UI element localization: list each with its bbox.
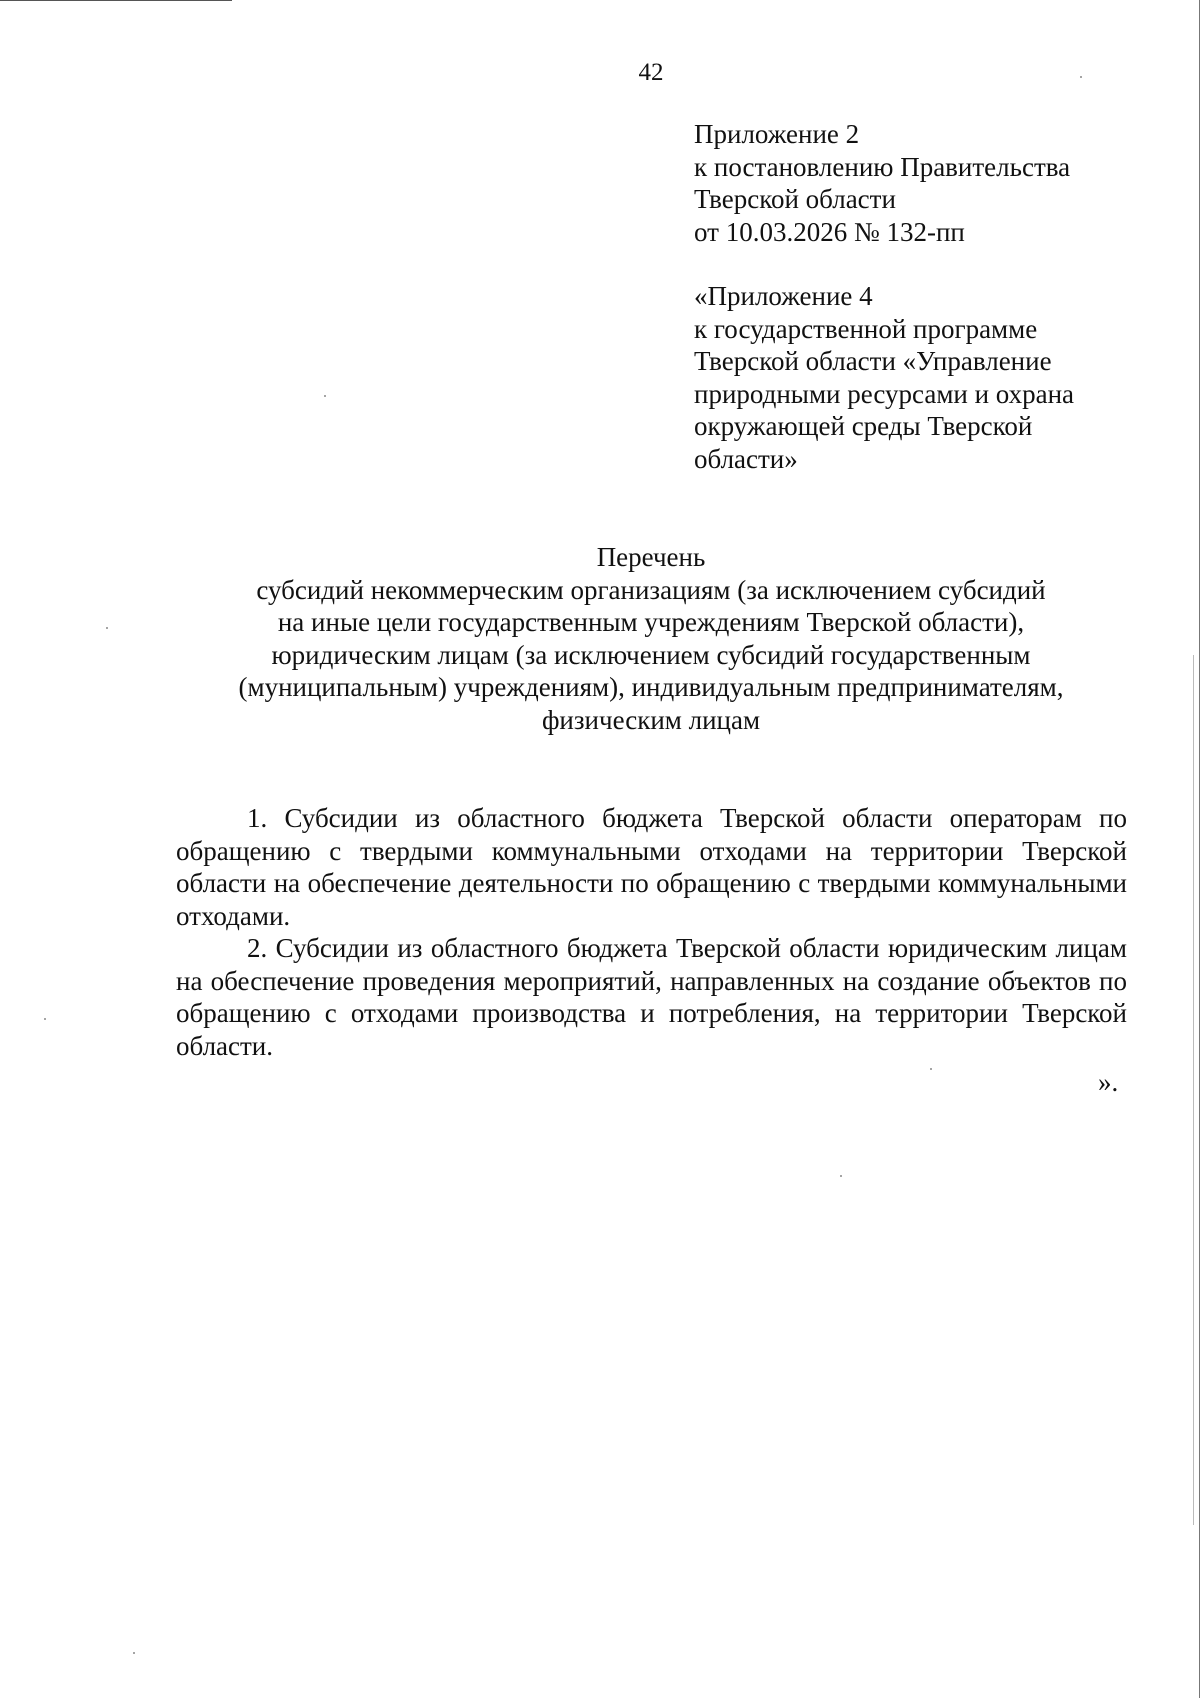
document-body <box>176 802 1127 1062</box>
scan-speck <box>324 395 326 397</box>
scan-speck <box>840 1175 842 1177</box>
appendix-line: Тверской области «Управление <box>694 346 1052 376</box>
scan-edge-top <box>0 0 232 1</box>
scan-speck <box>1080 76 1082 78</box>
heading-line: субсидий некоммерческим организациям (за исключением субсидий <box>256 574 1046 605</box>
heading-line: юридическим лицам (за исключением субсидий государственным <box>271 639 1031 670</box>
appendix-line: «Приложение 4 <box>694 281 873 311</box>
approval-block <box>694 118 1070 248</box>
document-heading <box>0 541 1200 736</box>
appendix-line: природными ресурсами и охрана <box>694 378 1075 409</box>
scan-speck <box>44 1018 46 1020</box>
approval-line: Тверской области <box>694 184 896 214</box>
appendix-line: области» <box>694 443 798 474</box>
scan-speck <box>930 1068 932 1070</box>
appendix-line: окружающей среды Тверской <box>694 411 1033 441</box>
scan-edge-shadow <box>1193 655 1194 1525</box>
scan-speck <box>133 1652 135 1654</box>
appendix-block <box>694 280 1074 475</box>
heading-line: (муниципальным) учреждениям), индивидуальным предпринимателям, <box>238 672 1064 702</box>
approval-line: Приложение 2 <box>694 119 860 149</box>
heading-line: на иные цели государственным учреждениям Тверской области), <box>277 607 1025 637</box>
heading-line: физическим лицам <box>541 704 761 735</box>
approval-line: от 10.03.2026 № 132-пп <box>694 216 965 247</box>
appendix-line: к государственной программе <box>694 313 1038 344</box>
scan-speck <box>106 627 108 629</box>
closing-quote-mark: ». <box>1098 1067 1119 1097</box>
paragraph-1: 1. Субсидии из областного бюджета Тверской области операторам по обращению с твердыми коммунальными отходами на территории Тверской области на обеспечение деятельности по обращению с твердыми коммунальными отходами. <box>176 803 1127 931</box>
paragraph-2: 2. Субсидии из областного бюджета Тверской области юридическим лицам на обеспечение проведения мероприятий, направленных на создание объектов по обращению с отходами производства и потребления, на территории Тверской области. <box>176 933 1127 1061</box>
heading-title: Перечень <box>596 542 706 572</box>
page-number: 42 <box>638 59 664 86</box>
approval-line: к постановлению Правительства <box>694 151 1071 182</box>
